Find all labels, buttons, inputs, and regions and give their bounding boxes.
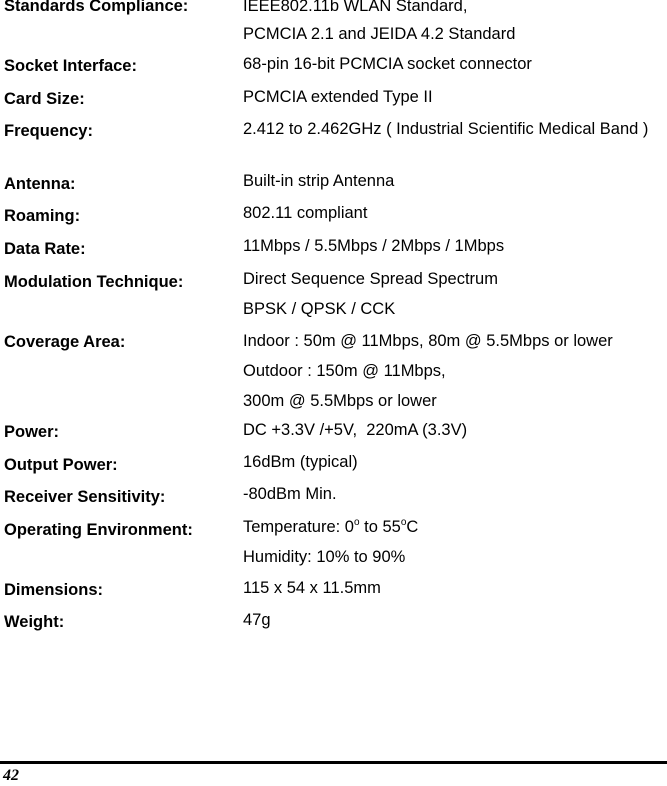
spec-value-line: Humidity: 10% to 90% <box>243 548 406 566</box>
degree-symbol: o <box>353 517 360 528</box>
spec-label: Coverage Area: <box>4 333 126 351</box>
spec-value-line: BPSK / QPSK / CCK <box>243 300 396 318</box>
temperature-range <box>243 517 667 537</box>
spec-label: Socket Interface: <box>4 57 137 75</box>
spec-label: Standards Compliance: <box>4 0 189 15</box>
spec-value-line: Indoor : 50m @ 11Mbps, 80m @ 5.5Mbps or lower <box>243 332 613 350</box>
spec-value-line: Outdoor : 150m @ 11Mbps, <box>243 362 446 380</box>
spec-value <box>243 203 667 223</box>
spec-value-line: 2.412 to 2.462GHz ( Industrial Scientific Medical Band ) <box>243 120 649 138</box>
spec-label: Modulation Technique: <box>4 273 184 291</box>
spec-value-line: 47g <box>243 611 271 629</box>
spec-label: Operating Environment: <box>4 521 193 539</box>
spec-value-line: 11Mbps / 5.5Mbps / 2Mbps / 1Mbps <box>243 237 505 255</box>
temperature-prefix: Temperature: 0 <box>243 518 354 536</box>
spec-value-line: -80dBm Min. <box>243 485 337 503</box>
spec-value-line: 300m @ 5.5Mbps or lower <box>243 392 437 410</box>
spec-value <box>243 0 667 44</box>
spec-value <box>243 452 667 472</box>
spec-label: Receiver Sensitivity: <box>4 488 166 506</box>
spec-value <box>243 517 667 567</box>
spec-value <box>243 269 667 319</box>
spec-value <box>243 171 667 191</box>
spec-value <box>243 484 667 504</box>
spec-value <box>243 610 667 630</box>
spec-label: Roaming: <box>4 207 81 225</box>
temperature-middle: to 55 <box>359 518 401 536</box>
page-number: 42 <box>3 767 19 784</box>
spec-value-line: PCMCIA extended Type II <box>243 88 433 106</box>
spec-value-line: 802.11 compliant <box>243 204 368 222</box>
spec-label: Card Size: <box>4 90 85 108</box>
spec-value <box>243 120 667 139</box>
spec-value <box>243 236 667 256</box>
spec-value-line: 16dBm (typical) <box>243 453 358 471</box>
spec-label: Antenna: <box>4 175 76 193</box>
spec-value-line: DC +3.3V /+5V, 220mA (3.3V) <box>243 421 468 439</box>
spec-value <box>243 87 667 107</box>
spec-label: Power: <box>4 423 60 441</box>
spec-value-line: 68-pin 16-bit PCMCIA socket connector <box>243 55 532 73</box>
spec-label: Frequency: <box>4 122 93 140</box>
spec-value <box>243 578 667 598</box>
spec-value <box>243 54 667 74</box>
spec-value <box>243 331 667 411</box>
degree-symbol: o <box>400 517 407 528</box>
spec-label: Dimensions: <box>4 581 104 599</box>
spec-label: Weight: <box>4 613 65 631</box>
spec-value-line: Direct Sequence Spread Spectrum <box>243 270 498 288</box>
spec-label: Output Power: <box>4 456 118 474</box>
temperature-suffix: C <box>406 518 419 536</box>
footer-rule <box>0 761 667 764</box>
spec-value-line: Built-in strip Antenna <box>243 172 395 190</box>
spec-value-line: 115 x 54 x 11.5mm <box>243 579 381 597</box>
spec-value-line: IEEE802.11b WLAN Standard, <box>243 0 468 15</box>
spec-value-line: PCMCIA 2.1 and JEIDA 4.2 Standard <box>243 25 516 43</box>
spec-label: Data Rate: <box>4 240 86 258</box>
spec-value <box>243 420 667 440</box>
